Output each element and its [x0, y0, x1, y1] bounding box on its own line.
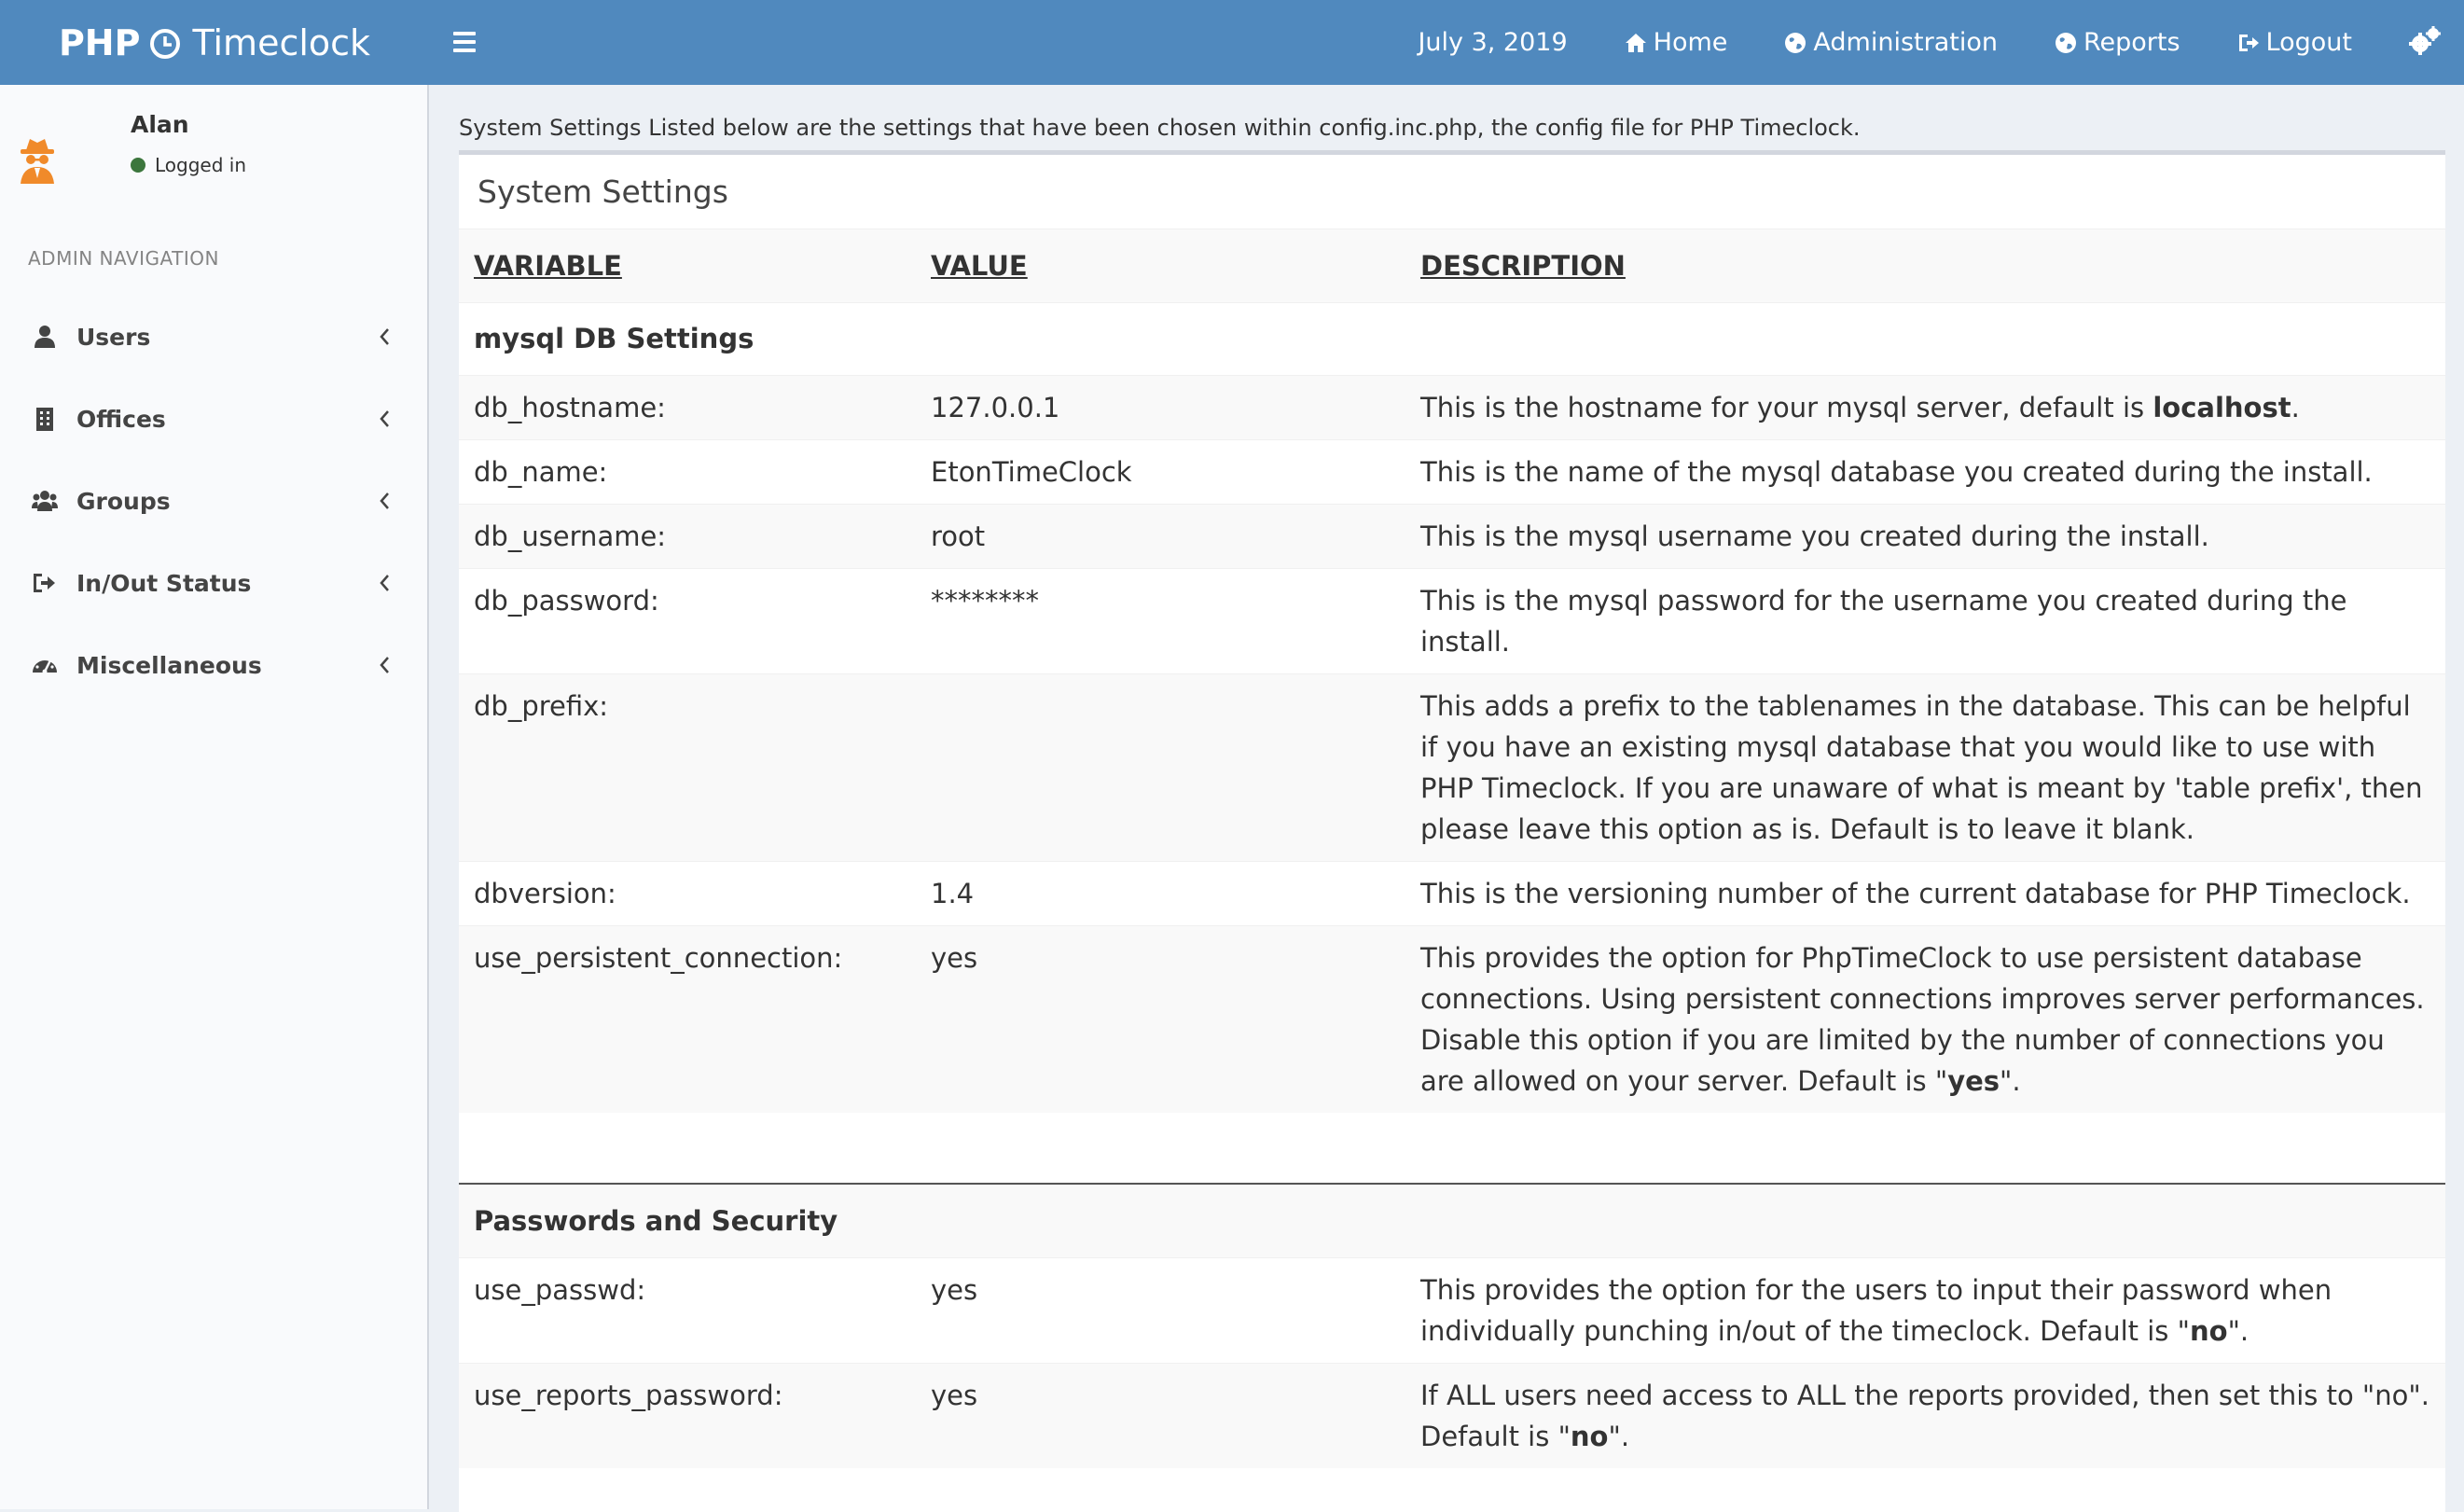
table-row [459, 375, 2445, 439]
sidebar-item-label: Miscellaneous [76, 651, 262, 679]
nav-logout-link[interactable] [2236, 28, 2352, 57]
top-header [0, 0, 2464, 85]
value-cell: ******** [916, 568, 1405, 673]
logo-name: Timeclock [192, 21, 371, 63]
sidebar [0, 85, 429, 1509]
globe-icon [1783, 31, 1807, 55]
globe-icon [2054, 31, 2078, 55]
table-row [459, 861, 2445, 925]
sign-in-icon [32, 570, 58, 596]
box-title: System Settings [459, 155, 2445, 229]
description-cell: This provides the option for PhpTimeClock to use persistent database connections. Using persistent connections improves server performances. Disable this option if you are limited by the number of connections you are allowed on your server. Default is "yes". [1405, 925, 2445, 1113]
chevron-left-icon [377, 326, 392, 348]
value-cell: root [916, 504, 1405, 568]
sidebar-item-label: Users [76, 323, 151, 351]
main-content [431, 85, 2464, 1509]
nav-administration-label: Administration [1813, 28, 1998, 57]
description-cell: If ALL users need access to ALL the reports provided, then set this to "no". Default is "no". [1405, 1363, 2445, 1468]
nav-home-link[interactable] [1624, 28, 1728, 57]
top-navigation [1418, 0, 2464, 85]
column-header-value: VALUE [916, 229, 1405, 302]
description-cell: This is the versioning number of the current database for PHP Timeclock. [1405, 861, 2445, 925]
table-row [459, 439, 2445, 504]
sidebar-item-label: In/Out Status [76, 569, 252, 597]
section-title: mysql DB Settings [459, 302, 2445, 375]
chevron-left-icon [377, 408, 392, 430]
sidebar-item-users[interactable] [0, 296, 427, 378]
table-row [459, 1363, 2445, 1468]
value-cell: yes [916, 1257, 1405, 1363]
description-cell: This is the mysql password for the username you created during the install. [1405, 568, 2445, 673]
sidebar-item-offices[interactable] [0, 378, 427, 460]
value-cell: yes [916, 1363, 1405, 1468]
current-date: July 3, 2019 [1418, 28, 1568, 57]
section-row-mysql [459, 302, 2445, 375]
chevron-left-icon [377, 654, 392, 676]
settings-table [459, 229, 2445, 1468]
chevron-left-icon [377, 572, 392, 594]
table-row [459, 925, 2445, 1113]
settings-button[interactable] [2408, 24, 2445, 62]
user-panel [0, 85, 429, 225]
clock-icon [149, 27, 181, 59]
table-row [459, 673, 2445, 861]
column-header-variable: VARIABLE [459, 229, 916, 302]
logout-icon [2236, 31, 2261, 55]
table-row [459, 1257, 2445, 1363]
sidebar-item-label: Offices [76, 405, 166, 433]
variable-cell: db_password: [459, 568, 916, 673]
description-cell: This adds a prefix to the tablenames in the database. This can be helpful if you have an existing mysql database that you would like to use with PHP Timeclock. If you are unaware of what is meant by 'table prefix', then please leave this option as is. Default is to leave it blank. [1405, 673, 2445, 861]
value-cell: 127.0.0.1 [916, 375, 1405, 439]
nav-home-label: Home [1653, 28, 1728, 57]
variable-cell: use_reports_password: [459, 1363, 916, 1468]
chevron-left-icon [377, 490, 392, 512]
sidebar-item-in-out-status[interactable] [0, 542, 427, 624]
user-status [131, 154, 246, 176]
variable-cell: db_hostname: [459, 375, 916, 439]
variable-cell: db_name: [459, 439, 916, 504]
value-cell: 1.4 [916, 861, 1405, 925]
hamburger-icon [453, 32, 476, 35]
admin-nav-header: ADMIN NAVIGATION [28, 247, 219, 270]
value-cell: yes [916, 925, 1405, 1113]
column-header-description: DESCRIPTION [1405, 229, 2445, 302]
variable-cell: db_username: [459, 504, 916, 568]
variable-cell: dbversion: [459, 861, 916, 925]
section-spacer [459, 1113, 2445, 1184]
nav-reports-link[interactable] [2054, 28, 2180, 57]
value-cell [916, 673, 1405, 861]
variable-cell: use_persistent_connection: [459, 925, 916, 1113]
user-icon [32, 324, 58, 350]
description-cell: This is the mysql username you created during the install. [1405, 504, 2445, 568]
description-cell: This provides the option for the users to input their password when individually punching in/out of the timeclock. Default is "no". [1405, 1257, 2445, 1363]
sidebar-item-groups[interactable] [0, 460, 427, 542]
sidebar-toggle-button[interactable] [453, 24, 481, 60]
spy-avatar-icon [15, 135, 60, 184]
gears-icon [2408, 24, 2442, 58]
value-cell: EtonTimeClock [916, 439, 1405, 504]
section-row-security [459, 1185, 2445, 1257]
section-title: Passwords and Security [459, 1185, 2445, 1257]
sidebar-item-miscellaneous[interactable] [0, 624, 427, 706]
user-status-label: Logged in [155, 154, 247, 176]
user-name: Alan [131, 111, 189, 138]
dashboard-icon [32, 652, 58, 678]
sidebar-item-label: Groups [76, 487, 171, 515]
nav-reports-label: Reports [2083, 28, 2180, 57]
description-cell: This is the name of the mysql database you created during the install. [1405, 439, 2445, 504]
logo-php: PHP [58, 21, 141, 63]
table-row [459, 504, 2445, 568]
building-icon [32, 406, 58, 432]
table-header-row [459, 229, 2445, 302]
page-intro: System Settings Listed below are the settings that have been chosen within config.inc.php, the config file for PHP Timeclock. [459, 115, 1861, 141]
variable-cell: db_prefix: [459, 673, 916, 861]
admin-nav-list [0, 296, 427, 706]
app-logo[interactable] [0, 0, 429, 85]
users-icon [32, 488, 58, 514]
variable-cell: use_passwd: [459, 1257, 916, 1363]
table-row [459, 568, 2445, 673]
nav-administration-link[interactable] [1783, 28, 1998, 57]
online-status-icon [131, 158, 145, 173]
system-settings-box [459, 150, 2445, 1512]
nav-logout-label: Logout [2265, 28, 2352, 57]
home-icon [1624, 31, 1648, 55]
description-cell: This is the hostname for your mysql server, default is localhost. [1405, 375, 2445, 439]
